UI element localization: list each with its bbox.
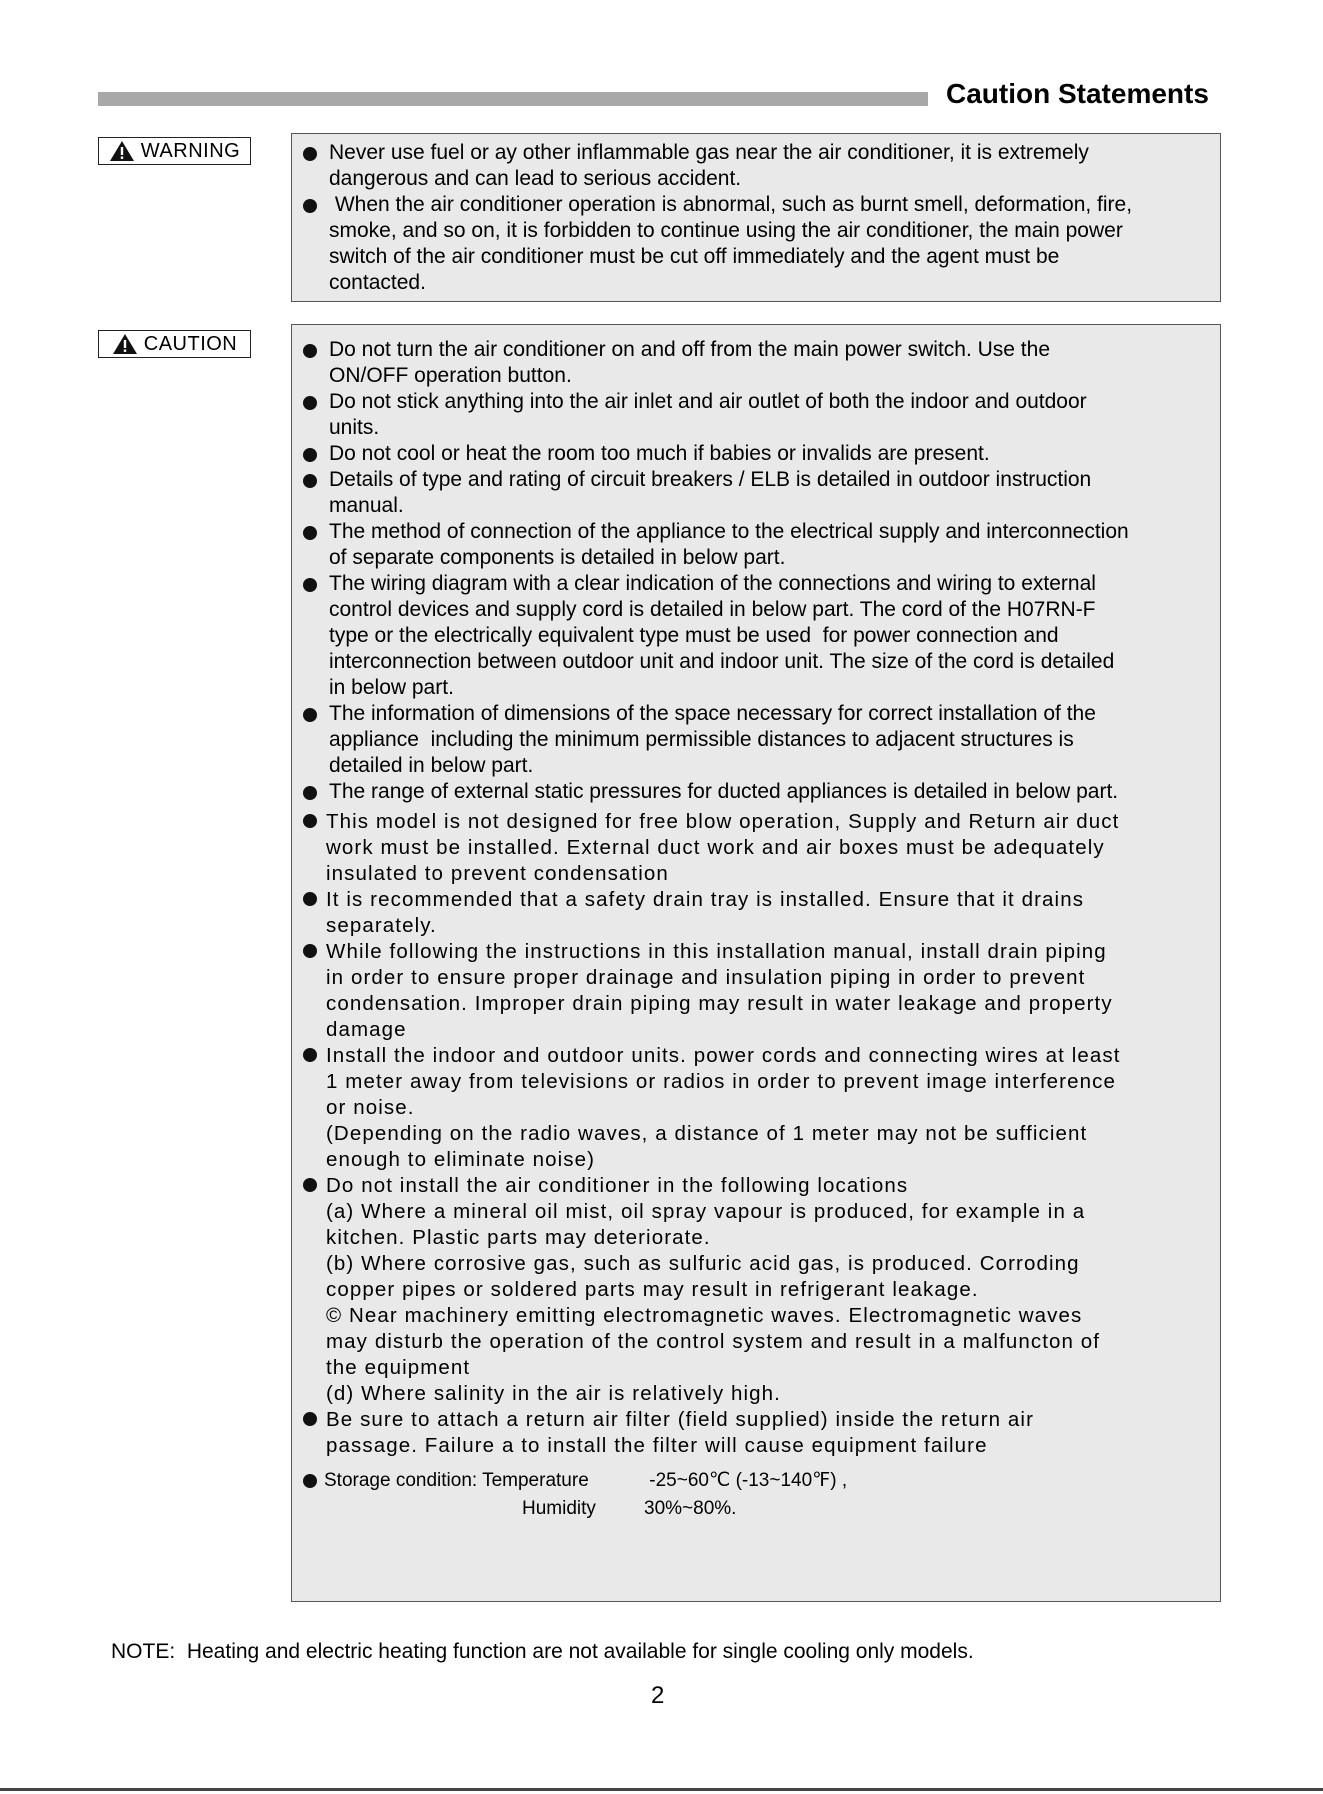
warning-panel (291, 133, 1221, 302)
item-text-line: enough to eliminate noise) (326, 1148, 596, 1171)
list-item (292, 389, 1220, 441)
item-text-line: in order to ensure proper drainage and insulation piping in order to prevent (326, 966, 1086, 989)
storage-condition-item (292, 1467, 1220, 1523)
bullet-icon (303, 526, 317, 540)
warning-label-text: WARNING (140, 139, 241, 162)
item-text-line: The range of external static pressures for ducted appliances is detailed in below part. (329, 780, 1119, 803)
item-text-line: The wiring diagram with a clear indication of the connections and wiring to external (329, 572, 1096, 595)
item-text-line: The method of connection of the appliance to the electrical supply and interconnection (329, 520, 1129, 543)
page-number: 2 (651, 1682, 665, 1709)
item-text-line: (Depending on the radio waves, a distance of 1 meter may not be sufficient (326, 1122, 1088, 1145)
list-item (292, 1173, 1220, 1407)
bullet-icon (303, 1178, 317, 1192)
item-text-line: © Near machinery emitting electromagnetic waves. Electromagnetic waves (326, 1304, 1083, 1327)
list-item (292, 809, 1220, 887)
item-text-line: passage. Failure a to install the filter will cause equipment failure (326, 1434, 988, 1457)
caution-list-secondary (292, 809, 1220, 1459)
storage-temperature: -25~60℃ (-13~140℉) , (644, 1470, 848, 1491)
list-item (292, 337, 1220, 389)
item-text-line: Do not install the air conditioner in the following locations (326, 1174, 909, 1197)
item-text-line: of separate components is detailed in below part. (329, 546, 786, 569)
item-text-line: This model is not designed for free blow operation, Supply and Return air duct (326, 810, 1120, 833)
item-text-line: or noise. (326, 1096, 415, 1119)
bullet-icon (303, 786, 317, 800)
item-text-line: the equipment (326, 1356, 471, 1379)
bullet-icon (303, 344, 317, 358)
item-text-line: smoke, and so on, it is forbidden to continue using the air conditioner, the main power (329, 219, 1123, 242)
list-item (292, 887, 1220, 939)
item-text-line: separately. (326, 914, 437, 937)
bullet-icon (303, 944, 317, 958)
item-text-line: While following the instructions in this installation manual, install drain piping (326, 940, 1107, 963)
item-text-line: Never use fuel or ay other inflammable gas near the air conditioner, it is extremely (329, 141, 1089, 164)
bullet-icon (303, 578, 317, 592)
bullet-icon (303, 147, 317, 161)
item-text-line: Do not turn the air conditioner on and off from the main power switch. Use the (329, 338, 1050, 361)
list-item (292, 519, 1220, 571)
bullet-icon (303, 474, 317, 488)
warning-triangle-icon (109, 140, 135, 162)
item-text-line: kitchen. Plastic parts may deteriorate. (326, 1226, 711, 1249)
item-text-line: insulated to prevent condensation (326, 862, 669, 885)
item-text-line: Install the indoor and outdoor units. power cords and connecting wires at least (326, 1044, 1121, 1067)
item-text-line: in below part. (329, 676, 454, 699)
item-text-line: (a) Where a mineral oil mist, oil spray vapour is produced, for example in a (326, 1200, 1086, 1223)
list-item (292, 140, 1220, 192)
note-text: NOTE: Heating and electric heating function are not available for single cooling only models. (111, 1640, 974, 1663)
header-bar (98, 92, 928, 106)
list-item (292, 779, 1220, 805)
item-text-line: Do not cool or heat the room too much if babies or invalids are present. (329, 442, 990, 465)
list-item (292, 701, 1220, 779)
caution-panel (291, 324, 1221, 1602)
storage-humidity: 30%~80%. (644, 1498, 737, 1519)
caution-label (98, 330, 251, 358)
list-item (292, 939, 1220, 1043)
item-text-line: appliance including the minimum permissible distances to adjacent structures is (329, 728, 1074, 751)
item-text-line: damage (326, 1018, 407, 1041)
item-text-line: condensation. Improper drain piping may result in water leakage and property (326, 992, 1113, 1015)
storage-humidity-label: Humidity (522, 1498, 596, 1519)
item-text-line: When the air conditioner operation is abnormal, such as burnt smell, deformation, fire, (329, 193, 1133, 216)
bullet-icon (303, 814, 317, 828)
item-text-line: work must be installed. External duct work and air boxes must be adequately (326, 836, 1105, 859)
item-text-line: control devices and supply cord is detailed in below part. The cord of the H07RN-F (329, 598, 1096, 621)
warning-label (98, 137, 251, 165)
bullet-icon (303, 396, 317, 410)
caution-list (292, 337, 1220, 805)
item-text-line: detailed in below part. (329, 754, 534, 777)
bullet-icon (303, 1048, 317, 1062)
bullet-icon (303, 1474, 317, 1488)
item-text-line: ON/OFF operation button. (329, 364, 572, 387)
storage-label: Storage condition: Temperature (324, 1470, 589, 1491)
item-text-line: interconnection between outdoor unit and indoor unit. The size of the cord is detailed (329, 650, 1115, 673)
bottom-rule (0, 1788, 1323, 1791)
item-text-line: may disturb the operation of the control system and result in a malfuncton of (326, 1330, 1101, 1353)
caution-label-text: CAUTION (143, 332, 238, 355)
storage-list (292, 1467, 1220, 1523)
item-text-line: (b) Where corrosive gas, such as sulfuric acid gas, is produced. Corroding (326, 1252, 1080, 1275)
page-title: Caution Statements (946, 78, 1209, 109)
item-text-line: type or the electrically equivalent type must be used for power connection and (329, 624, 1059, 647)
bullet-icon (303, 448, 317, 462)
item-text-line: (d) Where salinity in the air is relatively high. (326, 1382, 781, 1405)
list-item (292, 571, 1220, 701)
item-text-line: Be sure to attach a return air filter (field supplied) inside the return air (326, 1408, 1035, 1431)
list-item (292, 441, 1220, 467)
bullet-icon (303, 1412, 317, 1426)
item-text-line: dangerous and can lead to serious accident. (329, 167, 742, 190)
bullet-icon (303, 199, 317, 213)
item-text-line: It is recommended that a safety drain tray is installed. Ensure that it drains (326, 888, 1085, 911)
item-text-line: 1 meter away from televisions or radios in order to prevent image interference (326, 1070, 1116, 1093)
item-text-line: Do not stick anything into the air inlet and air outlet of both the indoor and outdoor (329, 390, 1087, 413)
item-text-line: contacted. (329, 271, 426, 294)
list-item (292, 1043, 1220, 1173)
warning-list (292, 140, 1220, 296)
bullet-icon (303, 892, 317, 906)
item-text-line: copper pipes or soldered parts may result in refrigerant leakage. (326, 1278, 979, 1301)
warning-triangle-icon (112, 333, 138, 355)
list-item (292, 1407, 1220, 1459)
item-text-line: The information of dimensions of the space necessary for correct installation of the (329, 702, 1096, 725)
item-text-line: switch of the air conditioner must be cut off immediately and the agent must be (329, 245, 1060, 268)
list-item (292, 192, 1220, 296)
item-text-line: manual. (329, 494, 404, 517)
list-item (292, 467, 1220, 519)
item-text-line: Details of type and rating of circuit breakers / ELB is detailed in outdoor instruction (329, 468, 1092, 491)
bullet-icon (303, 708, 317, 722)
item-text-line: units. (329, 416, 380, 439)
